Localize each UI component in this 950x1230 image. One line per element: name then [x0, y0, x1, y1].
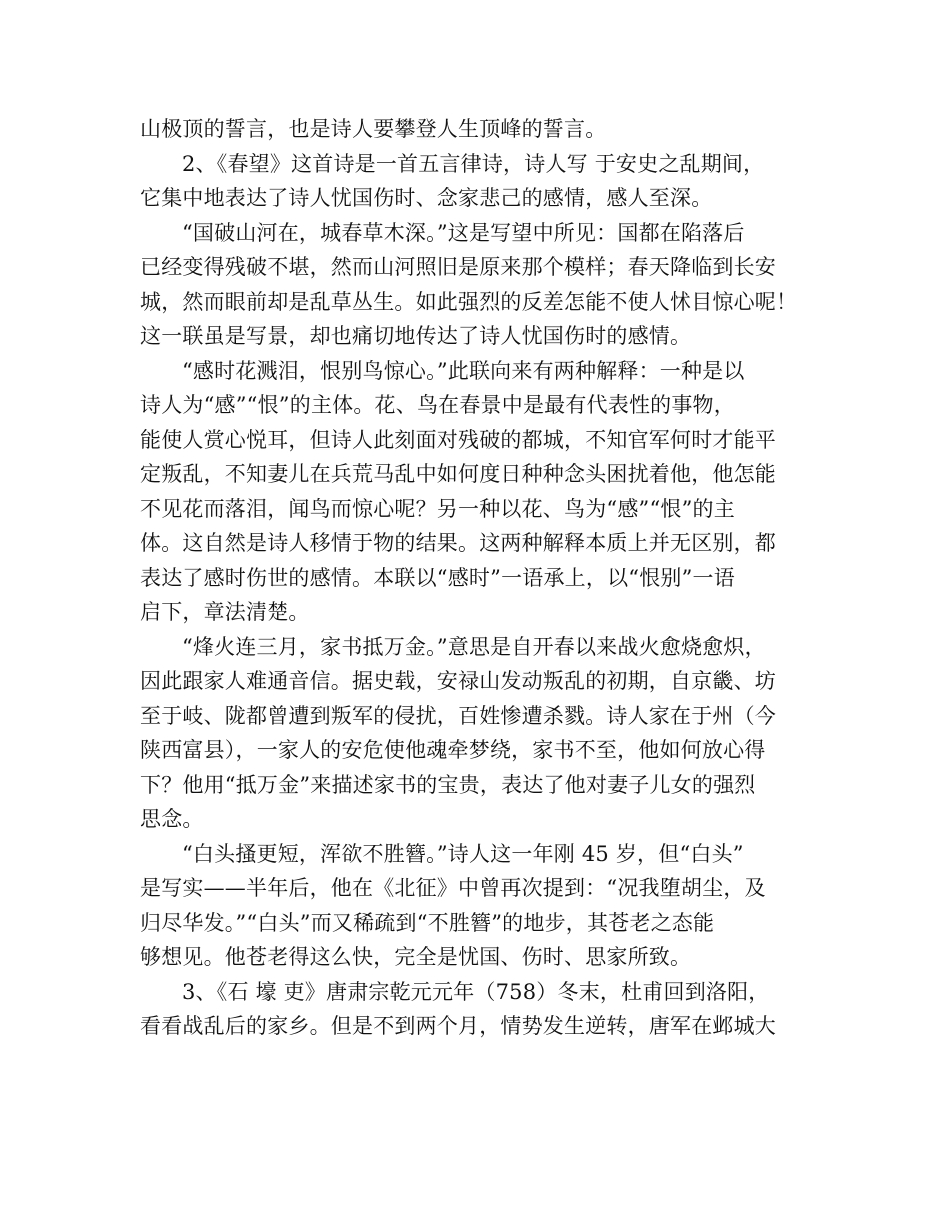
body-text: [140, 112, 812, 1044]
text-line: 已经变得残破不堪，然而山河照旧是原来那个模样；春天降临到长安: [140, 255, 776, 279]
text-line: 诗人为“感”“恨”的主体。花、鸟在春景中是最有代表性的事物，: [140, 393, 735, 417]
text-line: 能使人赏心悦耳，但诗人此刻面对残破的都城，不知官军何时才能平: [140, 427, 776, 452]
text-line: 至于岐、陇都曾遭到叛军的侵扰，百姓惨遭杀戮。诗人家在于州（今: [140, 703, 776, 728]
text-line: 启下，章法清楚。: [140, 600, 310, 624]
text-line: 体。这自然是诗人移情于物的结果。这两种解释本质上并无区别，都: [140, 531, 776, 555]
text-line: 思念。: [140, 807, 204, 831]
text-line: 是写实——半年后，他在《北征》中曾再次提到：“况我堕胡尘，及: [140, 876, 766, 900]
text-line: “感时花溅泪，恨别鸟惊心。”此联向来有两种解释：一种是以: [182, 358, 745, 383]
text-line: 它集中地表达了诗人忧国伤时、念家悲己的感情，感人至深。: [140, 186, 713, 210]
text-line: 表达了感时伤世的感情。本联以“感时”一语承上，以“恨别”一语: [140, 565, 735, 590]
text-line: 这一联虽是写景，却也痛切地传达了诗人忧国伤时的感情。: [140, 324, 692, 348]
text-line: 下？他用“抵万金”来描述家书的宝贵，表达了他对妻子儿女的强烈: [140, 772, 756, 797]
text-line: 2、《春望》这首诗是一首五言律诗，诗人写 于安史之乱期间，: [182, 151, 765, 176]
text-line: 因此跟家人难通音信。据史载，安禄山发动叛乱的初期，自京畿、坊: [140, 669, 776, 693]
text-line: “白头搔更短，浑欲不胜簪。”诗人这一年刚 45 岁，但“白头”: [182, 841, 744, 866]
text-line: “国破山河在，城春草木深。”这是写望中所见：国都在陷落后: [182, 220, 745, 245]
text-line: 定叛乱，不知妻儿在兵荒马乱中如何度日种种念头困扰着他，他怎能: [140, 462, 776, 486]
text-line: 够想见。他苍老得这么快，完全是忧国、伤时、思家所致。: [140, 945, 692, 969]
text-line: 陕西富县），一家人的安危使他魂牵梦绕，家书不至，他如何放心得: [140, 738, 766, 762]
text-line: 山极顶的誓言，也是诗人要攀登人生顶峰的誓言。: [140, 117, 607, 141]
text-line: 看看战乱后的家乡。但是不到两个月，情势发生逆转，唐军在邺城大: [140, 1014, 776, 1038]
text-line: “烽火连三月，家书抵万金。”意思是自开春以来战火愈烧愈炽，: [182, 634, 766, 659]
text-line: 3、《石 壕 吏》唐肃宗乾元元年（758）冬末，杜甫回到洛阳，: [182, 979, 770, 1004]
text-line: 归尽华发。”“白头”而又稀疏到“不胜簪”的地步，其苍老之态能: [140, 910, 715, 935]
text-line: 城，然而眼前却是乱草丛生。如此强烈的反差怎能不使人怵目惊心呢！: [140, 289, 798, 314]
text-line: 不见花而落泪，闻鸟而惊心呢？另一种以花、鸟为“感”“恨”的主: [140, 496, 735, 521]
